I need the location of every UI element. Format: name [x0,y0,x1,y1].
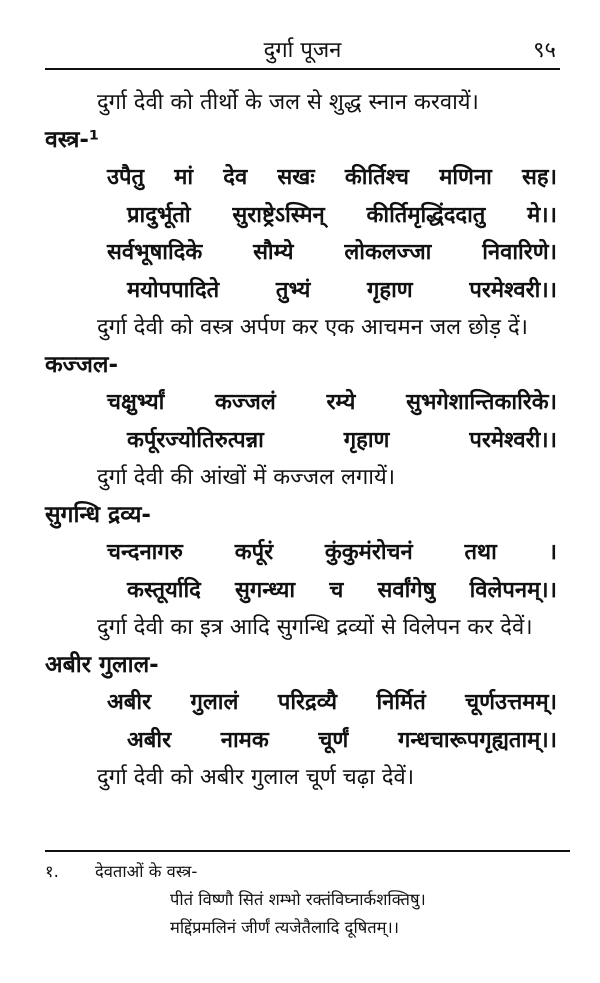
verse-line [45,684,565,722]
verse-line [45,159,565,197]
footnote-rule [45,850,570,852]
verse-line [45,234,565,272]
verse-word: मयोपपादिते [127,277,220,303]
verse-word: अबीर [127,727,172,753]
section-instruction: दुर्गा देवी को अबीर गुलाल चूर्ण चढ़ा देवें। [97,765,415,790]
verse-word: । [548,540,557,565]
verse-word: कस्तूर्यादि [127,577,201,603]
verse-word: लोकलज्जा [344,240,432,265]
footnote-block [45,858,570,942]
verse-word: तुभ्यं [275,277,311,303]
verse-word: परमेश्वरी।। [469,427,557,453]
section-heading: सुगन्धि द्रव्य- [45,501,151,528]
footnote-verse-line: मद्दिंप्रमलिनं जीर्णं त्यजेतैलादि दूषितम्।। [170,918,400,937]
section-heading: कज्जल- [45,351,119,378]
verse-word: उपैतु [107,165,145,190]
verse-word: परिद्रव्यै [277,690,338,715]
verse-word: तथा [464,540,497,565]
verse-line [45,422,565,460]
verse-word: सौम्ये [253,240,294,265]
verse-line [45,722,565,760]
verse-word: सुगन्ध्या [235,577,296,603]
verse-word: चूर्णउत्तमम्। [465,690,557,715]
verse-line [45,572,565,610]
verse-word: सर्वभूषादिके [107,240,203,265]
section-heading: अबीर गुलाल- [45,651,159,678]
verse-word: कुंकुमंरोचनं [324,540,413,565]
verse-word: निवारिणे। [482,240,557,265]
footnote-heading-line [45,858,570,886]
verse-word: रम्ये [326,390,356,415]
verse-word: सर्वांगेषु [377,577,436,603]
verse-line [45,272,565,310]
verse-word: प्रादुर्भूतो [127,202,191,228]
page-body [45,84,565,797]
verse-word: नामक [220,727,269,753]
verse-word: परमेश्वरी।। [469,277,557,303]
verse-word: कर्पूरज्योतिरुत्पन्ना [127,427,264,453]
footnote-heading: देवताओं के वस्त्र- [95,862,198,881]
footnote-marker: १. [45,862,59,881]
section-heading: वस्त्र-¹ [45,126,100,153]
section-instruction: दुर्गा देवी को वस्त्र अर्पण कर एक आचमन जल छोड़ दें। [97,315,528,340]
verse-word: कीर्तिमृद्धिंददातु [366,202,486,228]
running-title: दुर्गा पूजन [263,38,342,63]
verse-word: चूर्णं [318,727,349,753]
verse-word: निर्मितं [376,690,426,715]
verse-word: सखः [277,165,315,190]
verse-word: विलेपनम्।। [469,577,557,603]
verse-word: गन्धचारूपगृह्यताम्।। [397,727,557,753]
page-number: ९५ [533,38,556,63]
verse-word: गृहाण [343,427,390,453]
page-header [45,30,560,66]
verse-word: चक्षुर्भ्यां [107,390,165,415]
verse-word: कर्पूरं [234,540,274,565]
verse-word: कज्जलं [215,390,276,415]
verse-word: अबीर [107,690,152,715]
footnote-verse-line: पीतं विष्णौ सितं शम्भो रक्तंविघ्नार्कशक्तिषु। [170,890,426,909]
verse-word: सुराष्ट्रेऽस्मिन् [232,202,325,228]
section-instruction: दुर्गा देवी का इत्र आदि सुगन्धि द्रव्यों से विलेपन कर देवें। [97,615,533,640]
verse-line [45,384,565,422]
verse-line [45,197,565,235]
header-rule [45,68,560,70]
section-instruction: दुर्गा देवी की आंखों में कज्जल लगायें। [97,465,396,490]
verse-word: सह। [522,165,557,190]
intro-instruction: दुर्गा देवी को तीर्थो के जल से शुद्ध स्नान करवायें। [97,90,479,115]
verse-word: मां [174,165,194,190]
verse-word: मणिना [439,165,492,190]
verse-word: कीर्तिश्च [344,165,410,190]
verse-word: मे।। [527,202,557,228]
verse-word: च [329,577,344,603]
verse-word: चन्दनागरु [107,540,183,565]
verse-word: गुलालं [190,690,239,715]
verse-word: सुभगेशान्तिकारिके। [406,390,557,415]
verse-word: गृहाण [367,277,413,303]
verse-word: देव [223,165,248,190]
verse-line [45,534,565,572]
